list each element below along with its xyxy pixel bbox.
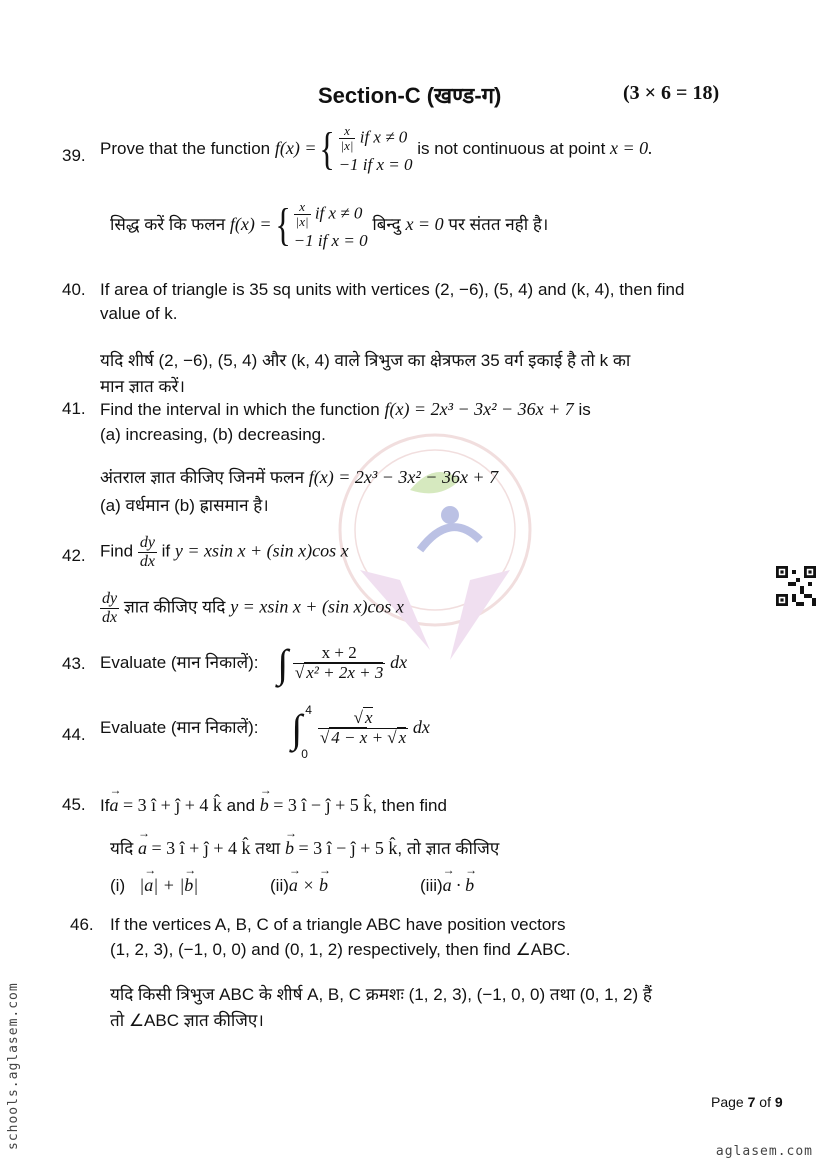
q40-hi-line2: मान ज्ञात करें।: [100, 377, 185, 396]
q39-cases: $\frac{x}{|x|}$ if x ≠ 0 −1 if x = 0: [338, 123, 413, 174]
q40-en-line2: value of k.: [100, 304, 178, 323]
q39-en-point: x = 0.: [610, 137, 653, 158]
q41-hi-line2: (a) वर्धमान (b) ह्रासमान है।: [100, 496, 269, 515]
q41-english: Find the interval in which the function f(x) = 2x³ − 3x² − 36x + 7 is: [100, 399, 591, 419]
q41-en-line2: (a) increasing, (b) decreasing.: [100, 425, 326, 444]
q39-fx: f(x) =: [274, 137, 317, 158]
q42-english: Find $\frac{dy}{dx}$ if y = xsin x + (sin x)cos x: [100, 534, 349, 570]
q40-hi-line1: यदि शीर्ष (2, −6), (5, 4) और (k, 4) वाले त्रिभुज का क्षेत्रफल 35 वर्ग इकाई है तो k का: [100, 351, 631, 370]
q42-number: 42.: [62, 546, 86, 565]
q41-number: 41.: [62, 399, 86, 418]
q44-fraction: $\frac{√ x}{√ 4 - x + √ x}$: [319, 708, 407, 747]
q45-hindi: यदि → a = 3 î + ĵ + 4 k̂ तथा → b = 3 î − ĵ + 5 k̂, तो ज्ञात कीजिए: [110, 836, 499, 859]
site-url-side[interactable]: schools.aglasem.com: [6, 982, 21, 1150]
q44-line: Evaluate (मान निकालें): ∫ 4 0 $\frac{√ x}{√ 4 - x + √ x}$ dx: [100, 703, 430, 761]
q39-number: 39.: [62, 146, 86, 165]
q45-number: 45.: [62, 795, 86, 814]
q42-expression: y = xsin x + (sin x)cos x: [174, 540, 349, 561]
q45-part-iii: (iii)→ a · → b: [420, 875, 474, 896]
section-title: Section-C (खण्ड-ग): [318, 83, 502, 108]
integral-sign: ∫: [277, 641, 289, 686]
q40-en-line1: If area of triangle is 35 sq units with vertices (2, −6), (5, 4) and (k, 4), then find: [100, 280, 685, 299]
q39-en-after: is not continuous at point: [417, 138, 606, 158]
q46-en-line1: If the vertices A, B, C of a triangle ABC have position vectors: [110, 915, 566, 934]
q44-label: Evaluate (मान निकालें):: [100, 717, 259, 737]
qr-code: [776, 566, 816, 606]
q46-hi-line2: तो ∠ABC ज्ञात कीजिए।: [110, 1011, 264, 1030]
q39-brace: {: [319, 123, 336, 175]
q40-number: 40.: [62, 280, 86, 299]
q43-number: 43.: [62, 654, 86, 673]
q45-part-i: (i) |→ a| + |→ b|: [110, 875, 198, 896]
q39-en-before: Prove that the function: [100, 138, 271, 158]
page-number: Page 7 of 9: [711, 1094, 783, 1110]
q43-line: Evaluate (मान निकालें): ∫ $\frac{x + 2}{\text{√ x² + 2x + 3}}$ dx: [100, 641, 408, 686]
q39-english: [100, 124, 653, 175]
site-url-bottom[interactable]: aglasem.com: [715, 1144, 813, 1159]
q41-function: f(x) = 2x³ − 3x² − 36x + 7: [384, 399, 574, 419]
q46-number: 46.: [70, 915, 94, 934]
q45-part-ii: (ii)→ a × → b: [270, 875, 328, 896]
definite-integral: ∫ 4 0: [291, 703, 312, 761]
q39-hi-before: सिद्ध करें कि फलन: [110, 214, 226, 234]
q46-en-line2: (1, 2, 3), (−1, 0, 0) and (0, 1, 2) respectively, then find ∠ABC.: [110, 940, 571, 959]
q41-hindi: अंतराल ज्ञात कीजिए जिनमें फलन f(x) = 2x³ − 3x² − 36x + 7: [100, 467, 499, 487]
q44-number: 44.: [62, 725, 86, 744]
q39-hindi: सिद्ध करें कि फलन f(x) ={ $\frac{x}{|x|}$ if x ≠ 0 −1 if x = 0 बिन्दु x = 0 पर संतत नही है।: [110, 199, 549, 251]
q43-fraction: $\frac{x + 2}{\text{√ x² + 2x + 3}}$: [294, 643, 384, 682]
q46-hi-line1: यदि किसी त्रिभुज ABC के शीर्ष A, B, C क्रमशः (1, 2, 3), (−1, 0, 0) तथा (0, 1, 2) हैं: [110, 985, 652, 1004]
q42-hindi: $\frac{dy}{dx}$ ज्ञात कीजिए यदि y = xsin x + (sin x)cos x: [102, 590, 404, 626]
q43-label: Evaluate (मान निकालें):: [100, 652, 259, 672]
section-marks: (3 × 6 = 18): [623, 82, 720, 104]
q45-english: If→ a = 3 î + ĵ + 4 k̂ and → b = 3 î − ĵ + 5 k̂, then find: [100, 795, 447, 816]
